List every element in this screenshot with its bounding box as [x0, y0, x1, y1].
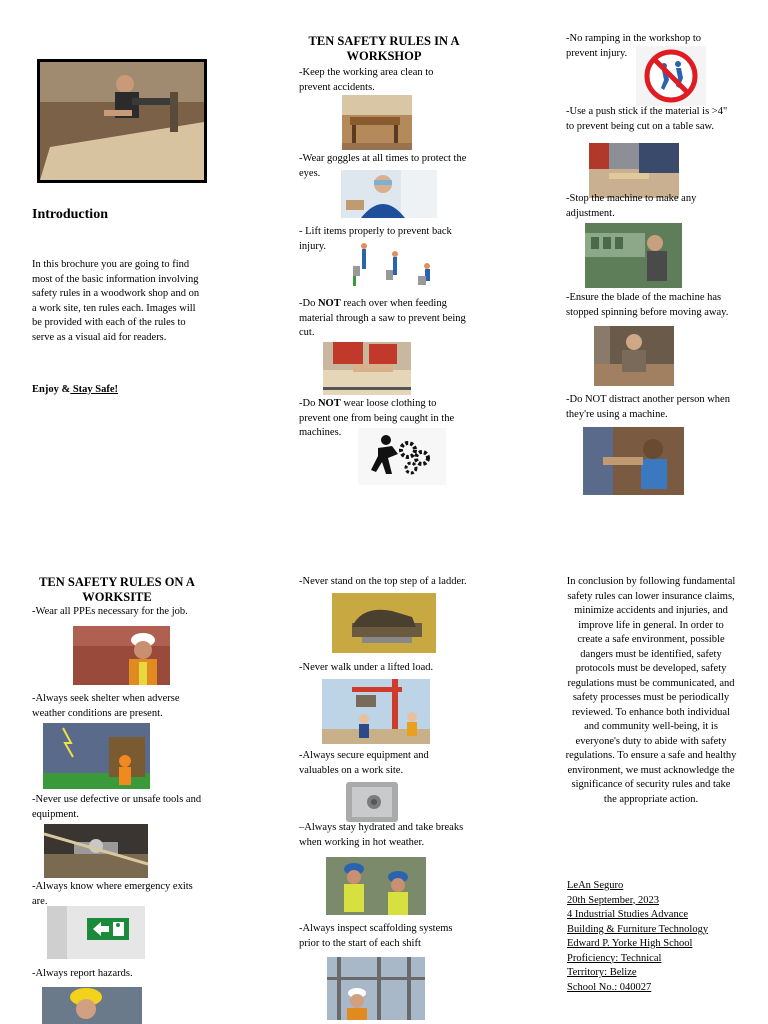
workshop-rule-8: -Stop the machine to make any adjustment.	[566, 193, 697, 219]
workshop-rule-2: -Wear goggles at all times to protect the eyes.	[299, 153, 467, 179]
emergency-exit-sign-icon	[47, 906, 145, 959]
enjoy-line	[32, 383, 118, 398]
clean-workshop-image	[342, 95, 412, 150]
hydration-workers-image	[326, 857, 426, 915]
worksite-rule-7: -Never walk under a lifted load.	[299, 662, 434, 673]
credit-author: LeAn Seguro	[567, 880, 624, 891]
machine-adjustment-image	[585, 223, 682, 288]
worksite-rule-5: -Always report hazards.	[32, 968, 133, 979]
blade-stopped-image	[594, 326, 674, 386]
worksite-rule-10: -Always inspect scaffolding systems prior to the start of each shift	[299, 923, 453, 949]
conclusion-text: In conclusion by following fundamental safety rules can lower insurance claims, minimize accidents and injuries, and improve life in general. In order to create a safe environment, possible dangers must be identified, safety protocols must be developed, safety regulations must be communicated, and safety processes must be periodically reviewed. To enhance both individual and community well-being, it is everyone's duty to abide with safety regulations. To ensure a safe and healthy environment, we must acknowledge the significance of security rules and take the appropriate action.	[565, 576, 737, 805]
credit-school: Edward P. Yorke High School	[567, 938, 693, 949]
workshop-rule-6: -No ramping in the workshop to prevent injury.	[566, 33, 702, 59]
lifted-load-cartoon-image	[322, 679, 430, 744]
credit-class: 4 Industrial Studies Advance	[567, 909, 689, 920]
credit-proficiency: Proficiency: Technical	[567, 952, 662, 964]
worksite-title: TEN SAFETY RULES ON A WORKSITE	[39, 575, 195, 604]
worksite-rule-9: –Always stay hydrated and take breaks when working in hot weather.	[299, 822, 464, 848]
worksite-rule-6: -Never stand on the top step of a ladder.	[299, 576, 467, 587]
defective-tools-image	[44, 824, 148, 878]
credit-date: 20th September, 2023	[567, 894, 660, 906]
workshop-title: TEN SAFETY RULES IN A WORKSHOP	[308, 34, 460, 63]
workshop-rule-7: -Use a push stick if the material is >4" to prevent being cut on a table saw.	[566, 106, 728, 132]
no-running-sign-icon	[636, 46, 706, 106]
enjoy-prefix: Enjoy &	[32, 384, 71, 395]
ppe-worker-image	[73, 626, 170, 685]
credit-territory: Territory: Belize	[567, 967, 637, 978]
weather-shelter-image	[43, 723, 150, 789]
intro-title: Introduction	[32, 207, 108, 222]
worksite-rule-2: -Always seek shelter when adverse weather conditions are present.	[32, 693, 180, 719]
credit-subject: Building & Furniture Technology	[567, 923, 709, 935]
workshop-rule-5: -Do NOT wear loose clothing to prevent one from being caught in the machines.	[299, 398, 455, 438]
workshop-rule-3: - Lift items properly to prevent back injury.	[299, 226, 452, 252]
safe-box-image	[340, 778, 405, 827]
worksite-rule-4: -Always know where emergency exits are.	[32, 881, 193, 907]
proper-lifting-image	[350, 240, 442, 290]
no-distraction-image	[583, 427, 684, 495]
report-hazards-worker-image	[42, 987, 142, 1024]
stay-safe-link: Stay Safe!	[70, 384, 119, 395]
credits-block	[567, 879, 737, 995]
worksite-rule-8: -Always secure equipment and valuables on a work site.	[299, 750, 429, 776]
push-stick-table-saw-image	[589, 143, 679, 198]
workshop-rule-1: -Keep the working area clean to prevent accidents.	[299, 67, 434, 93]
credit-school-number: School No.: 040027	[567, 981, 652, 993]
saw-feeding-image	[323, 342, 411, 395]
goggles-worker-image	[341, 170, 437, 218]
worksite-rule-3: -Never use defective or unsafe tools and equipment.	[32, 794, 202, 820]
workshop-rule-9: -Ensure the blade of the machine has stopped spinning before moving away.	[566, 292, 729, 318]
intro-body: In this brochure you are going to find most of the basic information involving safety rules in a woodwork shop and on a work site, ten rules each. Images will be provided with each of the rules to serve as a visual aid for readers.	[32, 259, 200, 343]
ladder-top-step-image	[332, 593, 436, 653]
cover-photo-woodworker	[37, 59, 207, 183]
workshop-rule-4: -Do NOT reach over when feeding material through a saw to prevent being cut.	[299, 298, 466, 338]
loose-clothing-gears-icon	[358, 428, 446, 485]
workshop-rule-10: -Do NOT distract another person when they're using a machine.	[566, 394, 730, 420]
worksite-rule-1: -Wear all PPEs necessary for the job.	[32, 606, 188, 617]
scaffolding-inspection-image	[327, 957, 425, 1020]
